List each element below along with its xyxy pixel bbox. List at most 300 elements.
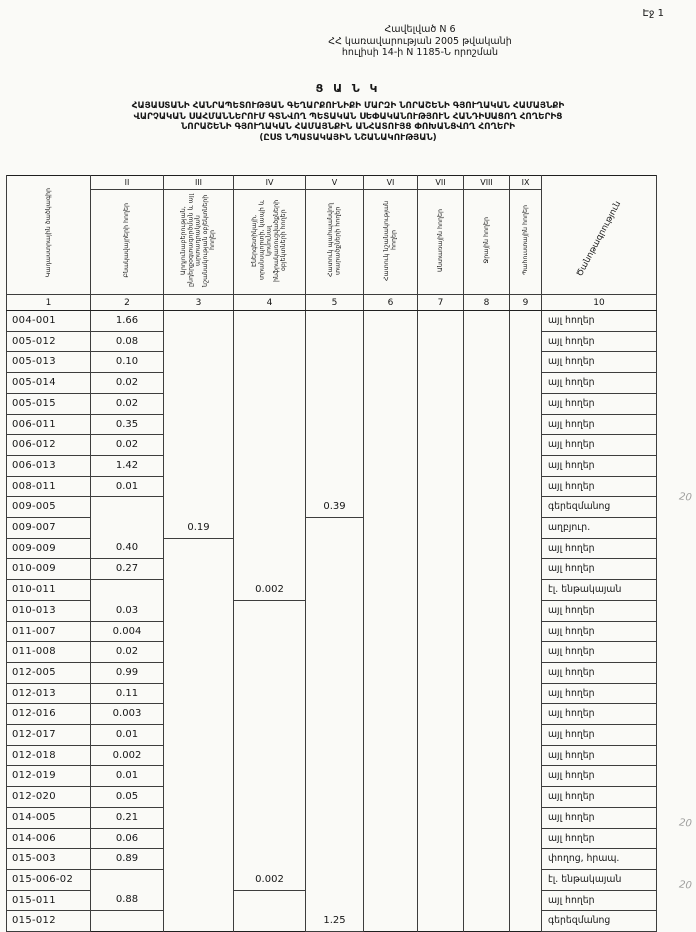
value-cell bbox=[464, 580, 510, 601]
table-row bbox=[7, 580, 657, 601]
value-cell bbox=[164, 331, 234, 352]
value-cell: 0.27 bbox=[91, 559, 164, 580]
page-number: Էջ 1 bbox=[642, 8, 664, 19]
value-cell bbox=[164, 455, 234, 476]
value-cell bbox=[306, 518, 364, 539]
value-cell bbox=[306, 725, 364, 746]
note-cell: այլ հողեր bbox=[542, 725, 657, 746]
table-row bbox=[7, 704, 657, 725]
table-row bbox=[7, 766, 657, 787]
column-number: 10 bbox=[542, 295, 657, 311]
col-header bbox=[91, 190, 164, 295]
value-cell bbox=[164, 849, 234, 870]
value-cell: 1.25 bbox=[306, 911, 364, 932]
col-header bbox=[510, 190, 542, 295]
roman-numeral: IX bbox=[510, 176, 542, 190]
value-cell: 0.35 bbox=[91, 414, 164, 435]
value-cell bbox=[510, 476, 542, 497]
value-cell bbox=[234, 518, 306, 539]
value-cell bbox=[464, 455, 510, 476]
value-cell bbox=[306, 807, 364, 828]
value-cell bbox=[364, 559, 418, 580]
note-cell: աղբյուր. bbox=[542, 518, 657, 539]
roman-numeral: IV bbox=[234, 176, 306, 190]
value-cell bbox=[234, 352, 306, 373]
roman-numeral: V bbox=[306, 176, 364, 190]
value-cell bbox=[464, 642, 510, 663]
value-cell bbox=[306, 828, 364, 849]
value-cell bbox=[234, 683, 306, 704]
table-row bbox=[7, 455, 657, 476]
value-cell bbox=[164, 911, 234, 932]
note-cell: էլ. ենթակայան bbox=[542, 869, 657, 890]
value-cell bbox=[364, 890, 418, 911]
value-cell bbox=[164, 869, 234, 890]
column-number: 2 bbox=[91, 295, 164, 311]
value-cell bbox=[464, 683, 510, 704]
appendix-line: հուլիսի 14-ի N 1185-Ն որոշման bbox=[341, 47, 499, 58]
table-row bbox=[7, 807, 657, 828]
value-cell bbox=[418, 849, 464, 870]
value-cell: 0.99 bbox=[91, 662, 164, 683]
value-cell bbox=[418, 766, 464, 787]
value-cell bbox=[364, 662, 418, 683]
col-header-text: Պահուստային հողեր bbox=[521, 205, 529, 275]
value-cell bbox=[306, 393, 364, 414]
value-cell bbox=[418, 435, 464, 456]
cadastral-code-cell: 009-007 bbox=[7, 518, 91, 539]
value-cell: 0.08 bbox=[91, 331, 164, 352]
value-cell bbox=[464, 704, 510, 725]
value-cell bbox=[364, 704, 418, 725]
table-row bbox=[7, 621, 657, 642]
value-cell bbox=[464, 869, 510, 890]
note-cell: այլ հողեր bbox=[542, 311, 657, 332]
appendix-block bbox=[250, 24, 590, 59]
value-cell bbox=[418, 373, 464, 394]
value-cell bbox=[234, 766, 306, 787]
roman-numeral: VI bbox=[364, 176, 418, 190]
value-cell bbox=[234, 642, 306, 663]
col-header-text: Արդյունաբերության, ընդերքօգտագործման և այլ արտադրական նշանակության օբյեկտների հողեր bbox=[180, 193, 217, 287]
cadastral-code-cell: 011-008 bbox=[7, 642, 91, 663]
subtitle-line: (ԸՍՏ ՆՊԱՏԱԿԱՅԻՆ ՆՇԱՆԱԿՈՒԹՅԱՆ) bbox=[259, 132, 437, 143]
column-number: 3 bbox=[164, 295, 234, 311]
value-cell bbox=[464, 807, 510, 828]
value-cell bbox=[418, 787, 464, 808]
col-header-text: Հատուկ նշանակության հողեր bbox=[383, 199, 398, 281]
value-cell bbox=[464, 766, 510, 787]
value-cell bbox=[234, 455, 306, 476]
value-cell bbox=[364, 352, 418, 373]
table-row bbox=[7, 725, 657, 746]
col-header bbox=[464, 190, 510, 295]
value-cell: 0.03 bbox=[91, 600, 164, 621]
column-number: 6 bbox=[364, 295, 418, 311]
value-cell bbox=[364, 455, 418, 476]
value-cell bbox=[364, 538, 418, 559]
note-cell: այլ հողեր bbox=[542, 414, 657, 435]
col-header bbox=[418, 190, 464, 295]
value-cell bbox=[306, 766, 364, 787]
value-cell bbox=[464, 787, 510, 808]
value-cell bbox=[364, 497, 418, 518]
value-cell: 0.002 bbox=[234, 580, 306, 601]
table-row bbox=[7, 828, 657, 849]
value-cell bbox=[306, 683, 364, 704]
note-cell: այլ հողեր bbox=[542, 704, 657, 725]
value-cell: 0.10 bbox=[91, 352, 164, 373]
value-cell bbox=[464, 538, 510, 559]
value-cell bbox=[464, 559, 510, 580]
col-header-text: Անտառային հողեր bbox=[436, 208, 444, 272]
value-cell bbox=[418, 662, 464, 683]
col-header bbox=[306, 190, 364, 295]
note-cell: այլ հողեր bbox=[542, 331, 657, 352]
note-cell: այլ հողեր bbox=[542, 455, 657, 476]
value-cell bbox=[510, 683, 542, 704]
value-cell bbox=[306, 455, 364, 476]
value-cell bbox=[234, 311, 306, 332]
note-cell: այլ հողեր bbox=[542, 766, 657, 787]
value-cell: 0.89 bbox=[91, 849, 164, 870]
table-row bbox=[7, 414, 657, 435]
value-cell bbox=[418, 538, 464, 559]
value-cell bbox=[164, 393, 234, 414]
subtitle-line: ՆՈՐԱՇԵՆԻ ԳՅՈՒՂԱԿԱՆ ՀԱՄԱՅՆՔԻՆ ԱՆՀԱՏՈՒՅՑ ՓՈԽԱՆՑՎՈՂ ՀՈՂԵՐԻ bbox=[181, 122, 515, 132]
cadastral-code-cell: 012-005 bbox=[7, 662, 91, 683]
value-cell bbox=[464, 497, 510, 518]
value-cell bbox=[364, 311, 418, 332]
value-cell bbox=[464, 725, 510, 746]
note-cell: այլ հողեր bbox=[542, 393, 657, 414]
value-cell bbox=[418, 497, 464, 518]
value-cell: 0.39 bbox=[306, 497, 364, 518]
table-row bbox=[7, 869, 657, 890]
cadastral-code-cell: 005-015 bbox=[7, 393, 91, 414]
value-cell bbox=[234, 331, 306, 352]
value-cell bbox=[164, 373, 234, 394]
value-cell bbox=[306, 890, 364, 911]
value-cell bbox=[510, 787, 542, 808]
value-cell bbox=[510, 331, 542, 352]
note-cell: այլ հողեր bbox=[542, 662, 657, 683]
note-cell: այլ հողեր bbox=[542, 787, 657, 808]
subtitle-line: ՀԱՅԱՍՏԱՆԻ ՀԱՆՐԱՊԵՏՈՒԹՅԱՆ ԳԵՂԱՐՔՈՒՆԻՔԻ ՄԱՐԶԻ ՆՈՐԱՇԵՆԻ ԳՅՈՒՂԱԿԱՆ ՀԱՄԱՅՆՔԻ bbox=[131, 101, 565, 111]
value-cell bbox=[510, 621, 542, 642]
value-cell bbox=[164, 559, 234, 580]
value-cell bbox=[364, 725, 418, 746]
value-cell bbox=[234, 828, 306, 849]
column-number: 8 bbox=[464, 295, 510, 311]
value-cell bbox=[464, 414, 510, 435]
value-cell bbox=[164, 311, 234, 332]
value-cell bbox=[306, 311, 364, 332]
value-cell bbox=[418, 642, 464, 663]
value-cell bbox=[464, 890, 510, 911]
value-cell bbox=[306, 787, 364, 808]
cadastral-code-cell: 005-014 bbox=[7, 373, 91, 394]
value-cell bbox=[306, 580, 364, 601]
note-cell: այլ հողեր bbox=[542, 683, 657, 704]
value-cell bbox=[364, 373, 418, 394]
column-number: 7 bbox=[418, 295, 464, 311]
col-header bbox=[364, 190, 418, 295]
value-cell bbox=[306, 704, 364, 725]
col-header-text: Բնակավայրերի հողեր bbox=[123, 202, 131, 278]
value-cell bbox=[510, 393, 542, 414]
value-cell bbox=[418, 559, 464, 580]
note-cell: փողոց, հրապ. bbox=[542, 849, 657, 870]
value-cell bbox=[418, 393, 464, 414]
value-cell bbox=[164, 787, 234, 808]
value-cell bbox=[164, 704, 234, 725]
col-header bbox=[234, 190, 306, 295]
doc-subtitle bbox=[0, 101, 696, 143]
table-row bbox=[7, 662, 657, 683]
value-cell bbox=[418, 621, 464, 642]
value-cell bbox=[510, 435, 542, 456]
table-row bbox=[7, 890, 657, 911]
value-cell: 0.004 bbox=[91, 621, 164, 642]
table-row bbox=[7, 518, 657, 539]
value-cell bbox=[306, 476, 364, 497]
value-cell bbox=[234, 393, 306, 414]
value-cell bbox=[164, 538, 234, 559]
col-header-text: Կադաստրային ծածկագիր bbox=[44, 188, 52, 278]
value-cell bbox=[91, 580, 164, 601]
cadastral-code-cell: 008-011 bbox=[7, 476, 91, 497]
value-cell bbox=[418, 352, 464, 373]
value-cell bbox=[306, 373, 364, 394]
value-cell: 0.02 bbox=[91, 435, 164, 456]
value-cell bbox=[364, 807, 418, 828]
value-cell bbox=[464, 331, 510, 352]
note-cell: այլ հողեր bbox=[542, 642, 657, 663]
col-header-cadastral-code bbox=[7, 176, 91, 295]
value-cell bbox=[418, 414, 464, 435]
note-cell: այլ հողեր bbox=[542, 476, 657, 497]
value-cell bbox=[510, 600, 542, 621]
value-cell bbox=[164, 435, 234, 456]
value-cell: 1.42 bbox=[91, 455, 164, 476]
col-header-text: Հատուկ պահպանվող տարածքների հողեր bbox=[327, 203, 342, 277]
value-cell: 0.11 bbox=[91, 683, 164, 704]
note-cell: այլ հողեր bbox=[542, 807, 657, 828]
value-cell bbox=[364, 435, 418, 456]
cadastral-code-cell: 006-011 bbox=[7, 414, 91, 435]
value-cell bbox=[164, 497, 234, 518]
note-cell: այլ հողեր bbox=[542, 745, 657, 766]
value-cell bbox=[364, 849, 418, 870]
value-cell bbox=[164, 890, 234, 911]
value-cell bbox=[306, 331, 364, 352]
value-cell bbox=[418, 311, 464, 332]
value-cell: 0.002 bbox=[234, 869, 306, 890]
value-cell bbox=[364, 745, 418, 766]
column-number: 5 bbox=[306, 295, 364, 311]
value-cell bbox=[306, 745, 364, 766]
value-cell bbox=[164, 414, 234, 435]
value-cell bbox=[234, 621, 306, 642]
value-cell bbox=[164, 766, 234, 787]
roman-numeral: II bbox=[91, 176, 164, 190]
value-cell bbox=[418, 455, 464, 476]
value-cell bbox=[418, 869, 464, 890]
value-cell bbox=[464, 393, 510, 414]
cadastral-code-cell: 010-011 bbox=[7, 580, 91, 601]
table-row bbox=[7, 683, 657, 704]
value-cell bbox=[306, 849, 364, 870]
value-cell: 0.02 bbox=[91, 373, 164, 394]
value-cell bbox=[234, 807, 306, 828]
value-cell bbox=[164, 662, 234, 683]
value-cell bbox=[510, 725, 542, 746]
table-row bbox=[7, 435, 657, 456]
roman-numeral: III bbox=[164, 176, 234, 190]
value-cell bbox=[91, 869, 164, 890]
value-cell bbox=[164, 745, 234, 766]
value-cell bbox=[364, 600, 418, 621]
value-cell: 1.66 bbox=[91, 311, 164, 332]
table-row bbox=[7, 352, 657, 373]
value-cell bbox=[306, 538, 364, 559]
table-row bbox=[7, 787, 657, 808]
value-cell bbox=[364, 869, 418, 890]
value-cell bbox=[91, 911, 164, 932]
value-cell bbox=[306, 559, 364, 580]
value-cell bbox=[510, 455, 542, 476]
margin-mark: 20 bbox=[678, 879, 693, 892]
value-cell: 0.003 bbox=[91, 704, 164, 725]
table-row bbox=[7, 538, 657, 559]
col-header-text: Ծանոթագրություն bbox=[574, 199, 624, 278]
cadastral-code-cell: 012-016 bbox=[7, 704, 91, 725]
subtitle-line: ՎԱՐՉԱԿԱՆ ՍԱՀՄԱՆՆԵՐՈՒՄ ԳՏՆՎՈՂ ՊԵՏԱԿԱՆ ՍԵՓԱԿԱՆՈՒԹՅՈՒՆ ՀԱՆԴԻՍԱՑՈՂ ՀՈՂԵՐԻՑ bbox=[133, 111, 563, 122]
value-cell bbox=[418, 600, 464, 621]
value-cell bbox=[164, 807, 234, 828]
cadastral-code-cell: 015-003 bbox=[7, 849, 91, 870]
value-cell: 0.002 bbox=[91, 745, 164, 766]
value-cell: 0.01 bbox=[91, 476, 164, 497]
value-cell bbox=[418, 683, 464, 704]
value-cell: 0.02 bbox=[91, 642, 164, 663]
cadastral-code-cell: 010-013 bbox=[7, 600, 91, 621]
value-cell: 0.06 bbox=[91, 828, 164, 849]
value-cell bbox=[418, 890, 464, 911]
cadastral-code-cell: 015-012 bbox=[7, 911, 91, 932]
value-cell bbox=[364, 621, 418, 642]
value-cell bbox=[418, 476, 464, 497]
value-cell bbox=[364, 331, 418, 352]
table-row bbox=[7, 497, 657, 518]
value-cell bbox=[464, 373, 510, 394]
cadastral-code-cell: 011-007 bbox=[7, 621, 91, 642]
table-row bbox=[7, 849, 657, 870]
value-cell bbox=[418, 828, 464, 849]
table-row bbox=[7, 331, 657, 352]
value-cell bbox=[364, 518, 418, 539]
table-row bbox=[7, 373, 657, 394]
cadastral-code-cell: 009-005 bbox=[7, 497, 91, 518]
value-cell bbox=[464, 311, 510, 332]
cadastral-code-cell: 006-013 bbox=[7, 455, 91, 476]
note-cell: էլ. ենթակայան bbox=[542, 580, 657, 601]
value-cell bbox=[510, 911, 542, 932]
value-cell bbox=[418, 518, 464, 539]
note-cell: գերեզմանոց bbox=[542, 911, 657, 932]
value-cell bbox=[510, 807, 542, 828]
doc-title: Ց Ա Ն Կ bbox=[315, 82, 381, 95]
value-cell bbox=[234, 725, 306, 746]
value-cell bbox=[510, 745, 542, 766]
value-cell bbox=[464, 621, 510, 642]
value-cell: 0.21 bbox=[91, 807, 164, 828]
value-cell bbox=[364, 642, 418, 663]
value-cell bbox=[464, 662, 510, 683]
roman-numeral: VIII bbox=[464, 176, 510, 190]
value-cell bbox=[510, 580, 542, 601]
value-cell bbox=[364, 828, 418, 849]
value-cell bbox=[418, 704, 464, 725]
cadastral-code-cell: 014-005 bbox=[7, 807, 91, 828]
value-cell bbox=[234, 435, 306, 456]
value-cell bbox=[306, 621, 364, 642]
value-cell bbox=[164, 352, 234, 373]
margin-mark: 20 bbox=[678, 817, 693, 830]
value-cell bbox=[234, 849, 306, 870]
value-cell bbox=[464, 435, 510, 456]
value-cell bbox=[464, 352, 510, 373]
value-cell bbox=[234, 787, 306, 808]
value-cell bbox=[510, 869, 542, 890]
note-cell: այլ հողեր bbox=[542, 538, 657, 559]
note-cell: այլ հողեր bbox=[542, 559, 657, 580]
value-cell bbox=[364, 580, 418, 601]
cadastral-code-cell: 012-017 bbox=[7, 725, 91, 746]
value-cell bbox=[306, 869, 364, 890]
value-cell bbox=[510, 352, 542, 373]
value-cell bbox=[306, 662, 364, 683]
value-cell bbox=[306, 435, 364, 456]
value-cell bbox=[234, 538, 306, 559]
col-header-text: Ջրային հողեր bbox=[482, 216, 490, 264]
col-header-note bbox=[542, 176, 657, 295]
cadastral-code-cell: 014-006 bbox=[7, 828, 91, 849]
appendix-line: Հավելված N 6 bbox=[384, 24, 456, 35]
value-cell bbox=[464, 911, 510, 932]
value-cell bbox=[234, 559, 306, 580]
note-cell: այլ հողեր bbox=[542, 352, 657, 373]
value-cell: 0.01 bbox=[91, 766, 164, 787]
value-cell bbox=[164, 600, 234, 621]
cadastral-code-cell: 012-013 bbox=[7, 683, 91, 704]
value-cell bbox=[510, 828, 542, 849]
value-cell bbox=[464, 476, 510, 497]
value-cell bbox=[164, 476, 234, 497]
cadastral-code-cell: 004-001 bbox=[7, 311, 91, 332]
value-cell bbox=[234, 662, 306, 683]
value-cell bbox=[234, 704, 306, 725]
value-cell bbox=[418, 331, 464, 352]
value-cell bbox=[510, 704, 542, 725]
value-cell bbox=[364, 766, 418, 787]
value-cell bbox=[364, 414, 418, 435]
cadastral-code-cell: 012-020 bbox=[7, 787, 91, 808]
value-cell bbox=[510, 766, 542, 787]
value-cell bbox=[306, 352, 364, 373]
cadastral-code-cell: 015-011 bbox=[7, 890, 91, 911]
